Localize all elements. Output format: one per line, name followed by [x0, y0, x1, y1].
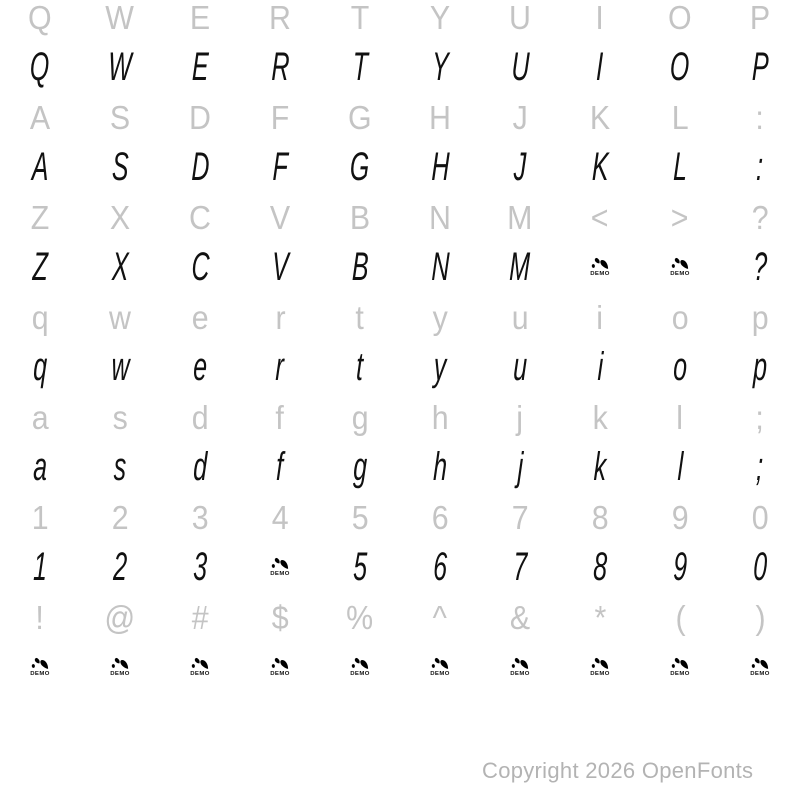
reference-glyph: h: [431, 398, 449, 436]
reference-glyph: 8: [591, 498, 609, 536]
reference-glyph: 4: [271, 498, 289, 536]
fleuron-icon: [671, 657, 689, 670]
demo-glyph: 0: [752, 545, 768, 589]
glyph-row-7-reference: [0, 292, 800, 342]
demo-glyph: t: [356, 345, 364, 389]
demo-marker: [190, 657, 210, 677]
fleuron-icon: [591, 257, 609, 270]
reference-glyph: A: [29, 98, 51, 136]
demo-glyph: d: [192, 445, 208, 489]
demo-glyph: u: [512, 345, 528, 389]
demo-marker: [30, 657, 50, 677]
reference-glyph: %: [346, 598, 374, 636]
demo-glyph: f: [276, 445, 284, 489]
fleuron-icon: [31, 657, 49, 670]
reference-glyph: :: [755, 98, 765, 136]
demo-glyph: o: [672, 345, 688, 389]
fleuron-icon: [511, 657, 529, 670]
reference-glyph: ?: [751, 198, 769, 236]
demo-glyph: Y: [431, 45, 449, 89]
reference-glyph: N: [429, 198, 451, 236]
demo-marker-label: DEMO: [670, 271, 690, 277]
demo-glyph: Z: [31, 245, 49, 289]
fleuron-icon: [751, 657, 769, 670]
demo-glyph: P: [751, 45, 769, 89]
reference-glyph: e: [191, 298, 209, 336]
reference-glyph: #: [191, 598, 209, 636]
glyph-row-9-reference: [0, 392, 800, 442]
reference-glyph: r: [274, 298, 286, 336]
reference-glyph: K: [589, 98, 611, 136]
reference-glyph: X: [109, 198, 131, 236]
glyph-row-4-demo: [0, 142, 800, 192]
reference-glyph: R: [269, 0, 291, 36]
reference-glyph: f: [275, 398, 285, 436]
glyph-row-13-reference: [0, 592, 800, 642]
reference-glyph: !: [35, 598, 45, 636]
demo-glyph: h: [432, 445, 448, 489]
demo-glyph: W: [107, 45, 133, 89]
demo-glyph: T: [351, 45, 369, 89]
reference-glyph: @: [104, 598, 136, 636]
reference-glyph: ): [754, 598, 766, 636]
reference-glyph: U: [509, 0, 531, 36]
reference-glyph: &: [509, 598, 531, 636]
reference-glyph: V: [269, 198, 291, 236]
reference-glyph: I: [595, 0, 605, 36]
reference-glyph: B: [349, 198, 371, 236]
demo-marker: [590, 257, 610, 277]
demo-glyph: J: [513, 145, 527, 189]
demo-glyph: G: [349, 145, 371, 189]
demo-glyph: R: [270, 45, 290, 89]
demo-glyph: j: [516, 445, 524, 489]
glyph-row-10-demo: [0, 442, 800, 492]
demo-marker: [590, 657, 610, 677]
demo-glyph: s: [113, 445, 127, 489]
reference-glyph: M: [507, 198, 533, 236]
demo-marker-label: DEMO: [190, 671, 210, 677]
demo-marker-label: DEMO: [590, 271, 610, 277]
demo-marker-label: DEMO: [350, 671, 370, 677]
demo-marker-label: DEMO: [590, 671, 610, 677]
demo-glyph: A: [31, 145, 49, 189]
reference-glyph: Z: [30, 198, 50, 236]
demo-glyph: a: [32, 445, 48, 489]
demo-glyph: C: [190, 245, 210, 289]
reference-glyph: d: [191, 398, 209, 436]
glyph-row-11-reference: [0, 492, 800, 542]
demo-glyph: 2: [112, 545, 128, 589]
reference-glyph: 0: [751, 498, 769, 536]
reference-glyph: F: [270, 98, 290, 136]
fleuron-icon: [351, 657, 369, 670]
demo-glyph: K: [591, 145, 609, 189]
reference-glyph: k: [592, 398, 608, 436]
glyph-row-5-reference: [0, 192, 800, 242]
demo-marker: [110, 657, 130, 677]
reference-glyph: o: [671, 298, 689, 336]
demo-glyph: 5: [352, 545, 368, 589]
demo-glyph: 1: [32, 545, 48, 589]
reference-glyph: 7: [511, 498, 529, 536]
reference-glyph: G: [348, 98, 372, 136]
reference-glyph: j: [516, 398, 524, 436]
reference-glyph: C: [189, 198, 211, 236]
reference-glyph: w: [109, 298, 131, 336]
demo-glyph: y: [433, 345, 447, 389]
glyph-row-2-demo: [0, 42, 800, 92]
glyph-row-6-demo: [0, 242, 800, 292]
demo-marker: [510, 657, 530, 677]
reference-glyph: Y: [429, 0, 451, 36]
demo-glyph: U: [510, 45, 530, 89]
demo-glyph: L: [672, 145, 688, 189]
demo-glyph: 7: [512, 545, 528, 589]
demo-glyph: k: [593, 445, 607, 489]
reference-glyph: g: [351, 398, 369, 436]
demo-marker: [270, 557, 290, 577]
fleuron-icon: [271, 557, 289, 570]
reference-glyph: u: [511, 298, 529, 336]
reference-glyph: (: [674, 598, 686, 636]
demo-glyph: X: [111, 245, 129, 289]
reference-glyph: *: [594, 598, 606, 636]
glyph-row-12-demo: [0, 542, 800, 592]
reference-glyph: O: [668, 0, 692, 36]
demo-glyph: l: [676, 445, 684, 489]
reference-glyph: s: [112, 398, 128, 436]
reference-glyph: Q: [28, 0, 52, 36]
reference-glyph: t: [355, 298, 365, 336]
demo-glyph: 3: [192, 545, 208, 589]
demo-glyph: F: [271, 145, 289, 189]
demo-glyph: S: [111, 145, 129, 189]
reference-glyph: W: [105, 0, 135, 36]
demo-marker-label: DEMO: [30, 671, 50, 677]
reference-glyph: T: [350, 0, 370, 36]
reference-glyph: <: [591, 198, 609, 236]
demo-glyph: N: [430, 245, 450, 289]
demo-marker-label: DEMO: [510, 671, 530, 677]
reference-glyph: l: [676, 398, 684, 436]
demo-glyph: I: [596, 45, 604, 89]
demo-glyph: w: [110, 345, 130, 389]
demo-glyph: V: [271, 245, 289, 289]
glyph-row-1-reference: [0, 0, 800, 42]
reference-glyph: i: [596, 298, 604, 336]
reference-glyph: y: [432, 298, 448, 336]
reference-glyph: 1: [31, 498, 49, 536]
demo-glyph: ;: [756, 445, 764, 489]
demo-marker-label: DEMO: [270, 571, 290, 577]
demo-glyph: 8: [592, 545, 608, 589]
copyright-text: Copyright 2026 OpenFonts: [482, 758, 754, 783]
demo-marker-label: DEMO: [670, 671, 690, 677]
demo-glyph: p: [752, 345, 768, 389]
reference-glyph: 9: [671, 498, 689, 536]
demo-marker: [670, 657, 690, 677]
demo-glyph: O: [669, 45, 691, 89]
demo-glyph: e: [192, 345, 208, 389]
reference-glyph: 5: [351, 498, 369, 536]
demo-glyph: ?: [752, 245, 768, 289]
reference-glyph: J: [512, 98, 528, 136]
demo-glyph: g: [352, 445, 368, 489]
demo-glyph: Q: [29, 45, 51, 89]
demo-marker-label: DEMO: [110, 671, 130, 677]
demo-glyph: 6: [432, 545, 448, 589]
reference-glyph: P: [749, 0, 771, 36]
reference-glyph: E: [189, 0, 211, 36]
demo-glyph: H: [430, 145, 450, 189]
reference-glyph: $: [271, 598, 289, 636]
demo-marker: [430, 657, 450, 677]
demo-marker: [670, 257, 690, 277]
reference-glyph: p: [751, 298, 769, 336]
reference-glyph: D: [189, 98, 211, 136]
glyph-row-14-demo: [0, 642, 800, 692]
reference-glyph: H: [429, 98, 451, 136]
reference-glyph: 3: [191, 498, 209, 536]
demo-glyph: E: [191, 45, 209, 89]
demo-glyph: D: [190, 145, 210, 189]
demo-marker-label: DEMO: [430, 671, 450, 677]
fleuron-icon: [191, 657, 209, 670]
glyph-row-8-demo: [0, 342, 800, 392]
demo-marker-label: DEMO: [270, 671, 290, 677]
reference-glyph: L: [671, 98, 689, 136]
reference-glyph: a: [31, 398, 49, 436]
fleuron-icon: [671, 257, 689, 270]
demo-marker: [270, 657, 290, 677]
fleuron-icon: [111, 657, 129, 670]
fleuron-icon: [591, 657, 609, 670]
demo-marker: [350, 657, 370, 677]
demo-marker-label: DEMO: [750, 671, 770, 677]
demo-glyph: i: [596, 345, 604, 389]
demo-glyph: q: [32, 345, 48, 389]
reference-glyph: >: [671, 198, 689, 236]
demo-glyph: 9: [672, 545, 688, 589]
reference-glyph: S: [109, 98, 131, 136]
reference-glyph: q: [31, 298, 49, 336]
fleuron-icon: [431, 657, 449, 670]
demo-glyph: B: [351, 245, 369, 289]
reference-glyph: 6: [431, 498, 449, 536]
demo-glyph: :: [756, 145, 764, 189]
reference-glyph: 2: [111, 498, 129, 536]
demo-glyph: r: [275, 345, 285, 389]
reference-glyph: ^: [432, 598, 448, 636]
demo-marker: [750, 657, 770, 677]
demo-glyph: M: [509, 245, 531, 289]
glyph-row-3-reference: [0, 92, 800, 142]
fleuron-icon: [271, 657, 289, 670]
reference-glyph: ;: [755, 398, 765, 436]
